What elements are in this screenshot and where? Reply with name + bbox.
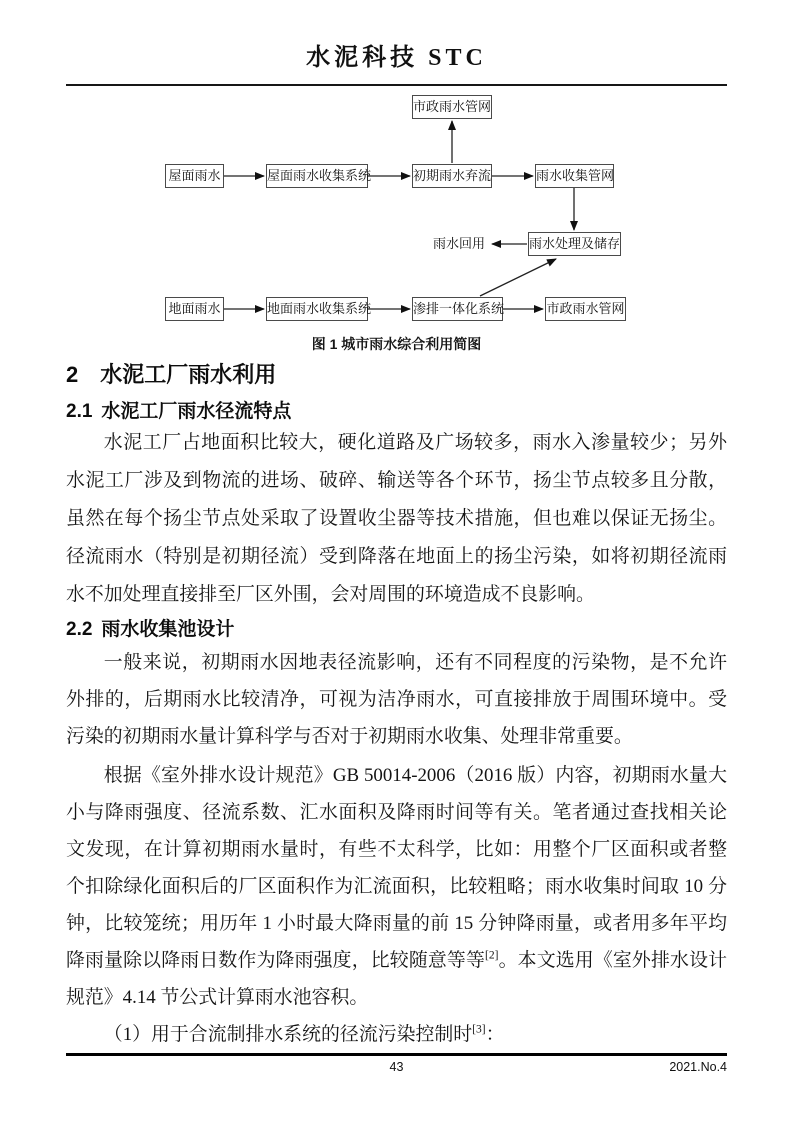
figure-1 xyxy=(66,92,727,354)
section-2-2-paragraph-3 xyxy=(66,1020,727,1050)
arrow-seepage-to-treat-store xyxy=(480,259,556,296)
paragraph-text: ： xyxy=(485,1024,505,1045)
section-2-2-title: 雨水收集池设计 xyxy=(101,619,235,640)
section-2-number: 2 xyxy=(66,362,79,387)
citation-ref-3: [3] xyxy=(472,1023,486,1036)
paragraph-text: （1）用于合流制排水系统的径流污染控制时 xyxy=(103,1024,473,1045)
section-2-title: 水泥工厂雨水利用 xyxy=(100,362,277,387)
header-rule xyxy=(66,84,727,86)
citation-ref-2: [2] xyxy=(485,949,499,962)
journal-title: 水泥科技 STC xyxy=(306,45,487,71)
paragraph-text: 。本文选用《室外排水设计规范》4.14 节公式计算雨水池容积。 xyxy=(66,950,728,1008)
box-rain-treat-store: 雨水处理及储存 xyxy=(528,232,621,256)
footer-rule xyxy=(66,1053,727,1056)
section-2-1-number: 2.1 xyxy=(66,401,93,422)
paragraph-text: 根据《室外排水设计规范》GB 50014-2006（2016 版）内容，初期雨水量大小与降雨强度、径流系数、汇水面积及降雨时间等有关。笔者通过查找相关论文发现，在计算初期雨水量时，有些不太科学，比如：用整个厂区面积或者整个扣除绿化面积后的厂区面积作为汇流面积，比较粗略；雨水收集时间取 10 分钟，比较笼统；用历年 1 小时最大降雨量的前 15 分钟降雨量，或者用多年平均降雨量除以降雨日数作为降雨强度，比较随意等等 xyxy=(66,765,727,971)
box-ground-rain: 地面雨水 xyxy=(165,297,224,321)
flowchart-diagram xyxy=(66,92,727,334)
figure-caption: 图 1 城市雨水综合利用简图 xyxy=(311,336,482,352)
box-initial-rain-discard: 初期雨水弃流 xyxy=(412,164,492,188)
section-2-heading xyxy=(66,360,727,390)
page-number: 43 xyxy=(389,1060,404,1074)
section-2-2-heading xyxy=(66,618,727,642)
label-rain-reuse: 雨水回用 xyxy=(432,236,485,251)
box-rain-collect-network: 雨水收集管网 xyxy=(535,164,614,188)
box-seepage-system: 渗排一体化系统 xyxy=(412,297,503,321)
page-footer xyxy=(66,1053,727,1076)
box-roof-collect-system: 屋面雨水收集系统 xyxy=(266,164,368,188)
section-2-1-title: 水泥工厂雨水径流特点 xyxy=(101,401,292,422)
section-2-1-paragraph: 水泥工厂占地面积比较大，硬化道路及广场较多，雨水入渗量较少；另外水泥工厂涉及到物流的进场、破碎、输送等各个环节，扬尘节点较多且分散，虽然在每个扬尘节点处采取了设置收尘器等技术措施，但也难以保证无扬尘。径流雨水（特别是初期径流）受到降落在地面上的扬尘污染，如将初期径流雨水不加处理直接排至厂区外围，会对周围的环境造成不良影响。 xyxy=(66,432,727,605)
box-roof-rain: 屋面雨水 xyxy=(165,164,224,188)
page-header xyxy=(0,0,793,86)
section-2-2-number: 2.2 xyxy=(66,619,93,640)
box-ground-collect-system: 地面雨水收集系统 xyxy=(266,297,368,321)
section-2-2-paragraph-2 xyxy=(66,757,727,1016)
box-municipal-network-bottom: 市政雨水管网 xyxy=(545,297,626,321)
section-2-1-heading xyxy=(66,400,727,424)
footer-row xyxy=(66,1059,727,1076)
section-2-2-paragraph-1: 一般来说，初期雨水因地表径流影响，还有不同程度的污染物，是不允许外排的，后期雨水比较清净，可视为洁净雨水，可直接排放于周围环境中。受污染的初期雨水量计算科学与否对于初期雨水收集、处理非常重要。 xyxy=(66,652,727,747)
box-municipal-network-top: 市政雨水管网 xyxy=(412,95,492,119)
issue-label: 2021.No.4 xyxy=(669,1060,727,1074)
